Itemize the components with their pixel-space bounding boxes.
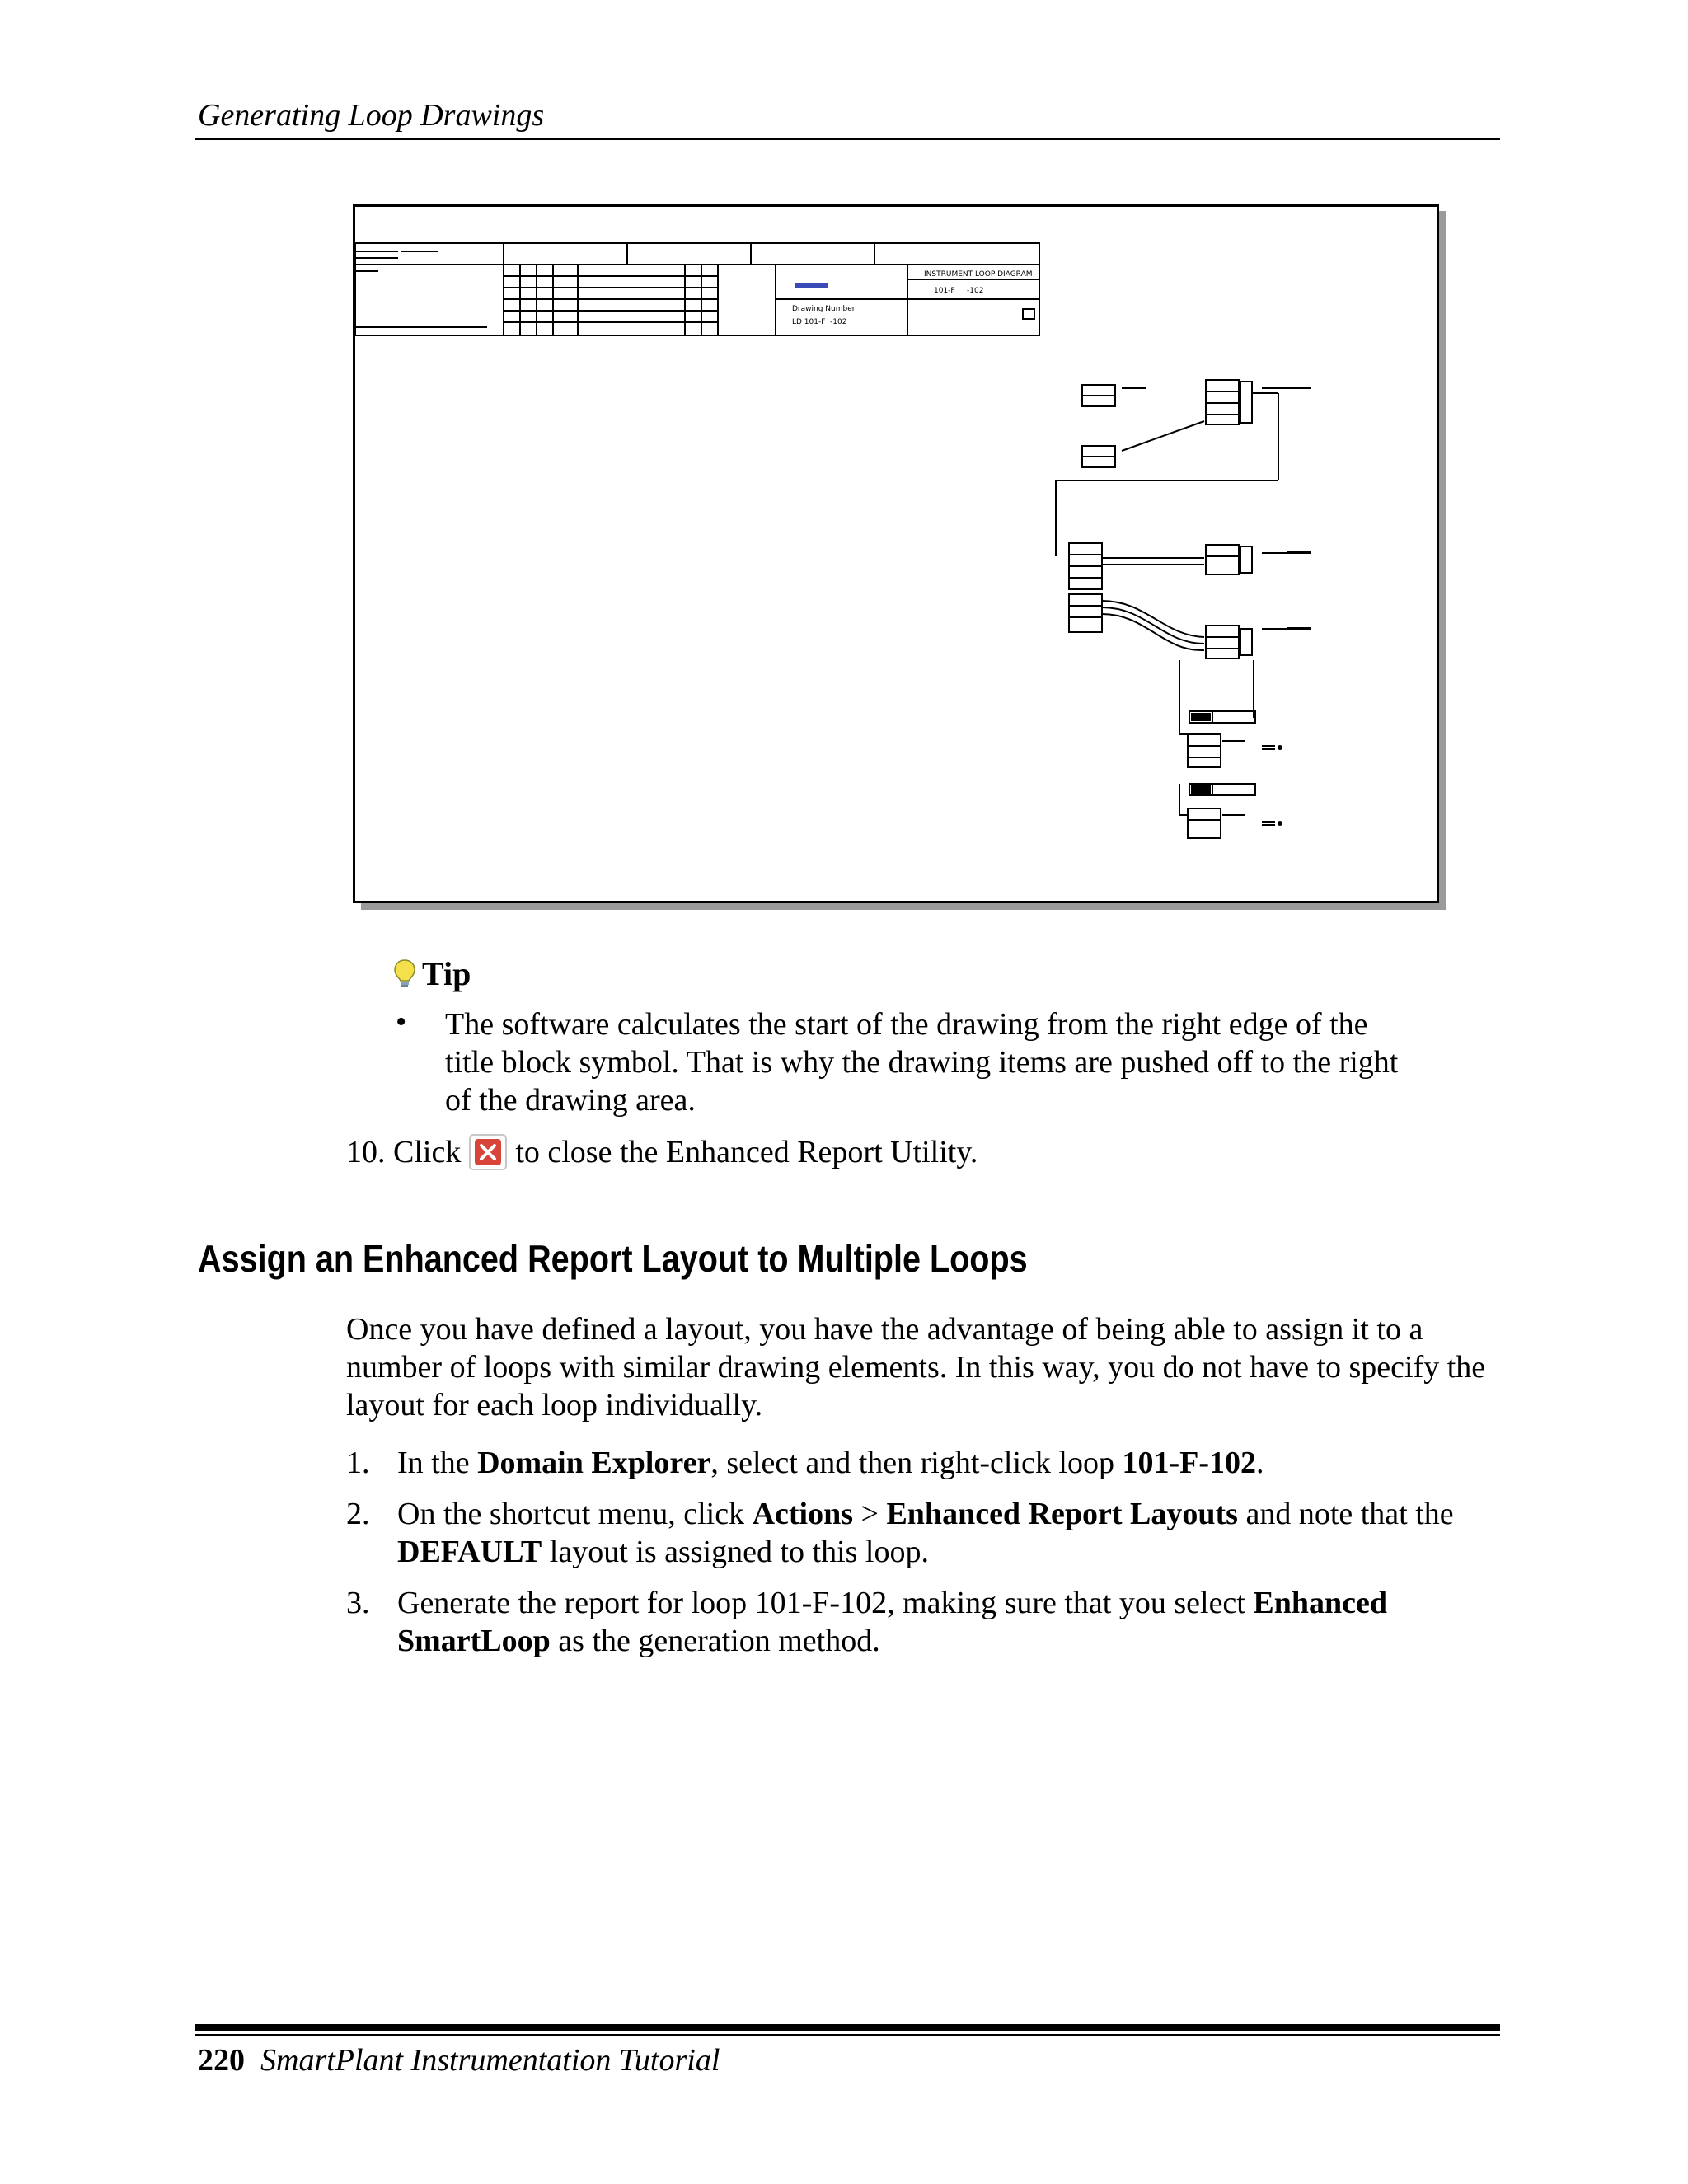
tip-bullet-text: The software calculates the start of the drawing from the right edge of the title block symbol. That is why the drawing items are pushed off to the right of the drawing area. bbox=[445, 1007, 1399, 1118]
title-block-drawing-number-label: Drawing Number bbox=[792, 305, 856, 313]
title-block-drawing-number-suffix: -102 bbox=[830, 318, 847, 326]
step-1-number: 1. bbox=[346, 1446, 370, 1480]
step-2-text-3: layout is assigned to this loop. bbox=[542, 1535, 929, 1569]
step-3-bold-method: Enhanced SmartLoop bbox=[397, 1586, 1387, 1658]
step-10-number: 10. bbox=[346, 1135, 386, 1169]
step-2-bold-layouts: Enhanced Report Layouts bbox=[886, 1497, 1238, 1531]
step-3-number: 3. bbox=[346, 1586, 370, 1620]
loop-drawing-svg bbox=[355, 207, 1437, 901]
step-2-bold-default: DEFAULT bbox=[397, 1535, 542, 1569]
title-block-loop: 101-F bbox=[934, 287, 955, 295]
page-footer bbox=[198, 2042, 720, 2079]
header-rule bbox=[195, 138, 1500, 140]
step-1 bbox=[346, 1444, 1500, 1482]
step-2-bold-actions: Actions bbox=[752, 1497, 854, 1531]
step-1-text-3: . bbox=[1255, 1446, 1264, 1480]
loop-drawing-figure bbox=[353, 204, 1439, 903]
tip-heading bbox=[392, 954, 471, 993]
step-2-number: 2. bbox=[346, 1497, 370, 1531]
lightbulb-icon bbox=[392, 958, 417, 991]
step-2-text: On the shortcut menu, click bbox=[397, 1497, 753, 1531]
step-10 bbox=[346, 1134, 978, 1170]
tip-label: Tip bbox=[422, 955, 471, 992]
close-icon[interactable] bbox=[469, 1134, 507, 1170]
book-title: SmartPlant Instrumentation Tutorial bbox=[260, 2043, 720, 2078]
footer-rule-thin bbox=[195, 2034, 1500, 2036]
step-1-bold-loop: 101-F-102 bbox=[1122, 1446, 1256, 1480]
section-heading: Assign an Enhanced Report Layout to Multiple Loops bbox=[198, 1237, 1028, 1280]
bullet-marker: • bbox=[396, 1005, 407, 1039]
step-3 bbox=[346, 1584, 1500, 1660]
step-2-separator: > bbox=[853, 1497, 887, 1531]
step-10-suffix: to close the Enhanced Report Utility. bbox=[515, 1135, 978, 1169]
running-header: Generating Loop Drawings bbox=[198, 98, 545, 133]
step-3-text: Generate the report for loop 101-F-102, making sure that you select bbox=[397, 1586, 1254, 1620]
footer-rule-thick bbox=[195, 2024, 1500, 2031]
step-3-text-2: as the generation method. bbox=[550, 1624, 880, 1658]
step-1-text: In the bbox=[397, 1446, 478, 1480]
step-2 bbox=[346, 1495, 1500, 1571]
steps-list bbox=[346, 1444, 1500, 1673]
step-1-bold-domain-explorer: Domain Explorer bbox=[477, 1446, 711, 1480]
step-1-text-2: , select and then right-click loop bbox=[710, 1446, 1123, 1480]
title-block-caption: INSTRUMENT LOOP DIAGRAM bbox=[924, 270, 1033, 279]
title-block-drawing-number: LD 101-F bbox=[792, 318, 826, 326]
step-10-prefix: Click bbox=[393, 1135, 462, 1169]
section-intro: Once you have defined a layout, you have the advantage of being able to assign it to a number of loops with similar drawing elements. In this way, you do not have to specify the layout for each loop individually. bbox=[346, 1312, 1486, 1422]
title-block-loop-suffix: -102 bbox=[967, 287, 984, 295]
page-number: 220 bbox=[198, 2043, 245, 2078]
step-2-text-2: and note that the bbox=[1237, 1497, 1454, 1531]
